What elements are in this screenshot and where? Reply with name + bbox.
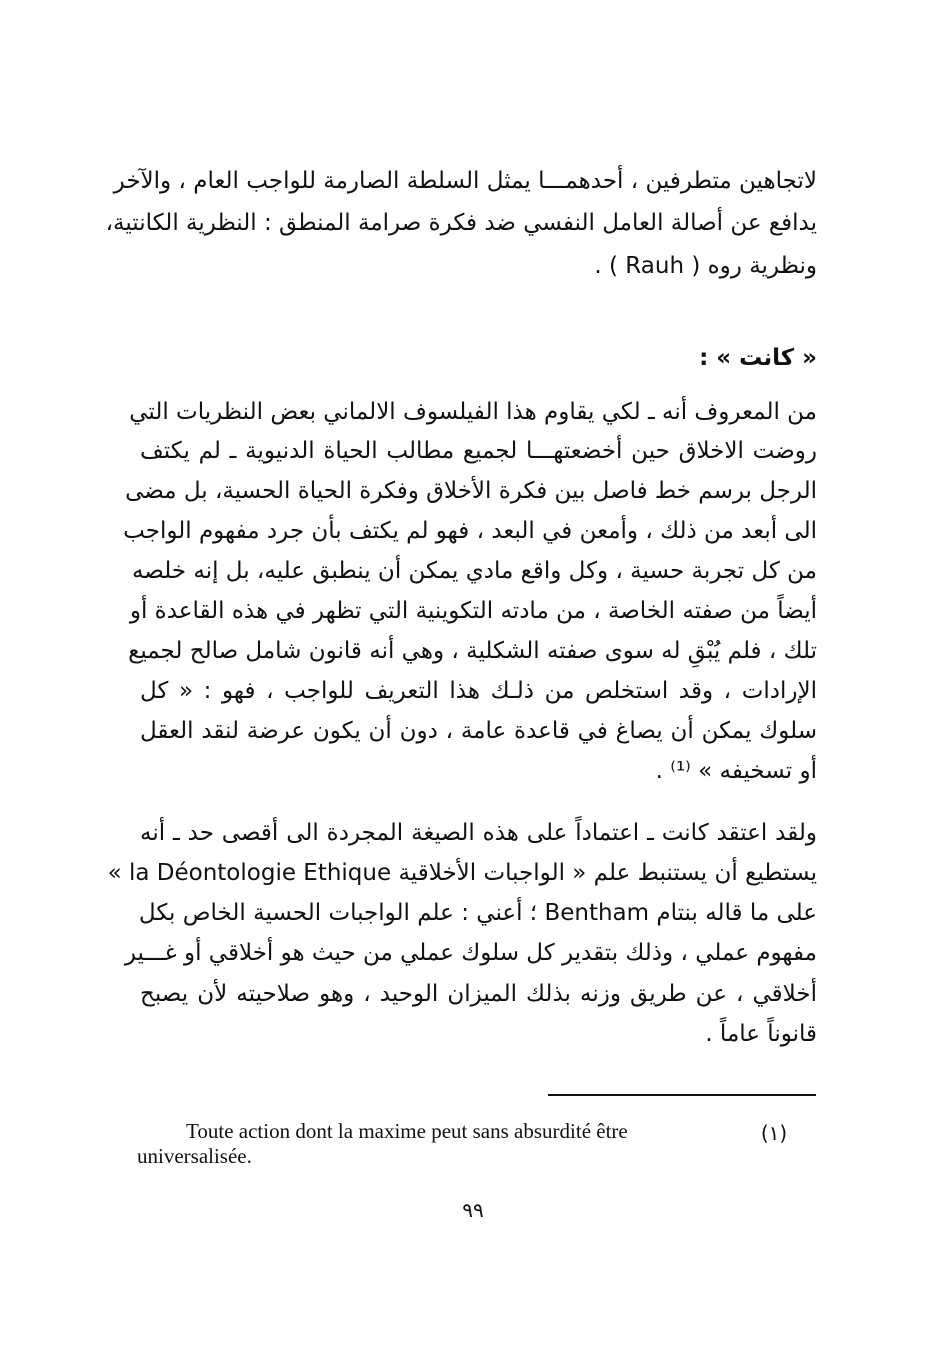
paragraph-1-line-2: يدافع عن أصالة العامل النفسي ضد فكرة صرامة المنطق : النظرية الكانتية، bbox=[105, 210, 817, 236]
paragraph-2-line-6: أيضاً من صفته الخاصة ، من مادته التكوينية التي تظهر في هذه القاعدة أو bbox=[129, 598, 817, 624]
page-number: ٩٩ bbox=[462, 1198, 484, 1222]
paragraph-2-line-9: سلوك يمكن أن يصاغ في قاعدة عامة ، دون أن يكون عرضة لنقد العقل bbox=[140, 718, 817, 744]
footnote-text-line-2: universalisée. bbox=[137, 1144, 252, 1168]
paragraph-3-line-1: ولقد اعتقد كانت ـ اعتماداً على هذه الصيغة المجردة الى أقصى حد ـ أنه bbox=[140, 820, 817, 846]
paragraph-2-line-1: من المعروف أنه ـ لكي يقاوم هذا الفيلسوف الالماني بعض النظريات التي bbox=[129, 399, 817, 425]
paragraph-2-line-7: تلك ، فلم يُبْقِ له سوى صفته الشكلية ، وهي أنه قانون شامل صالح لجميع bbox=[128, 638, 817, 664]
paragraph-3-line-5: أخلاقي ، عن طريق وزنه بذلك الميزان الوحيد ، وهو صلاحيته لأن يصبح bbox=[140, 981, 817, 1007]
footnote-number: (١) bbox=[760, 1121, 788, 1145]
paragraph-2-line-5: من كل تجربة حسية ، وكل واقع مادي يمكن أن ينطبق عليه، بل إنه خلصه bbox=[131, 558, 817, 584]
paragraph-2-line-4: الى أبعد من ذلك ، وأمعن في البعد ، فهو لم يكتف بأن جرد مفهوم الواجب bbox=[123, 518, 817, 544]
paragraph-3-line-3: على ما قاله بنتام Bentham ؛ أعني : علم الواجبات الحسية الخاص بكل bbox=[138, 900, 817, 926]
paragraph-2-line-10: أو تسخيفه » ⁽¹⁾ . bbox=[655, 758, 817, 784]
paragraph-3-line-6: قانوناً عاماً . bbox=[705, 1021, 817, 1047]
paragraph-1-line-3: ونظرية روه ( Rauh ) . bbox=[594, 253, 817, 279]
footnote-separator bbox=[548, 1094, 816, 1096]
paragraph-3-line-2: يستطيع أن يستنبط علم « الواجبات الأخلاقية la Déontologie Ethique » bbox=[107, 860, 817, 886]
paragraph-2-line-3: الرجل برسم خط فاصل بين فكرة الأخلاق وفكرة الحياة الحسية، بل مضى bbox=[125, 478, 817, 504]
section-heading-kant: « كانت » : bbox=[699, 345, 817, 371]
paragraph-2-line-2: روضت الاخلاق حين أخضعتهـــا لجميع مطالب الحياة الدنيوية ـ لم يكتف bbox=[140, 438, 817, 464]
paragraph-3-line-4: مفهوم عملي ، وذلك بتقدير كل سلوك عملي من حيث هو أخلاقي أو غـــير bbox=[124, 940, 817, 966]
paragraph-1-line-1: لاتجاهين متطرفين ، أحدهمـــا يمثل السلطة الصارمة للواجب العام ، والآخر bbox=[113, 168, 817, 194]
footnote-text-line-1: Toute action dont la maxime peut sans absurdité être bbox=[186, 1119, 628, 1143]
paragraph-2-line-8: الإرادات ، وقد استخلص من ذلـك هذا التعريف للواجب ، فهو : « كل bbox=[140, 678, 817, 704]
